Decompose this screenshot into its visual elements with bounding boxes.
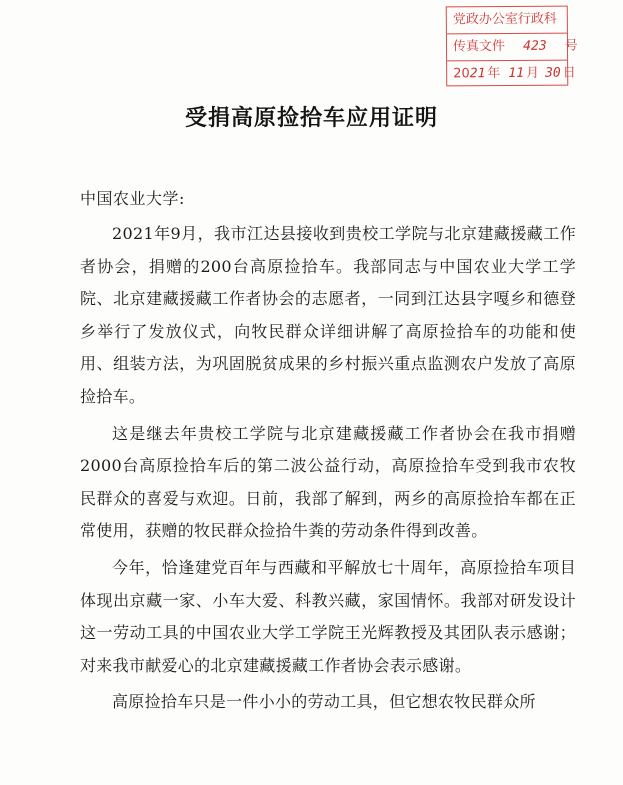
stamp-fax-label: 传真文件 [452, 39, 506, 55]
stamp-day-char: 日 [562, 65, 576, 81]
stamp-fax-number: 423 [523, 38, 547, 54]
stamp-office-row [447, 7, 567, 34]
stamp-day: 30 [545, 65, 561, 81]
paragraph-3: 今年，恰逢建党百年与西藏和平解放七十周年，高原捡拾车项目体现出京藏一家、小车大爱、科教兴藏，家国情怀。我部对研发设计这一劳动工具的中国农业大学工学院王光辉教授及其团队表示感谢；对来我市献爱心的北京建藏援藏工作者协会表示感谢。 [80, 557, 576, 675]
paragraph-2: 这是继去年贵校工学院与北京建藏援藏工作者协会在我市捐赠2000台高原捡拾车后的第二波公益行动，高原捡拾车受到我市农牧民群众的喜爱与欢迎。日前，我部了解到，两乡的高原捡拾车都在正常使用，获赠的牧民群众捡拾牛粪的劳动条件得到改善。 [80, 423, 576, 541]
stamp-month: 11 [508, 65, 525, 81]
stamp-office: 党政办公室行政科 [452, 11, 557, 28]
paragraph-4: 高原捡拾车只是一件小小的劳动工具，但它想农牧民群众所 [112, 692, 536, 712]
stamp-date-row [447, 60, 576, 88]
stamp-fax-suffix: 号 [564, 38, 578, 54]
paragraph-1: 2021年9月，我市江达县接收到贵校工学院与北京建藏援藏工作者协会，捐赠的200台高原捡拾车。我部同志与中国农业大学工学院、北京建藏援藏工作者协会的志愿者，一同到江达县字嘎乡和德登乡举行了发放仪式，向牧民群众详细讲解了高原捡拾车的功能和使用、组装方法，为巩固脱贫成果的乡村振兴重点监测农户发放了高原捡拾车。 [80, 224, 576, 406]
stamp-year: 21 [469, 66, 486, 82]
salutation: 中国农业大学: [80, 189, 185, 208]
document-title: 受捐高原捡拾车应用证明 [184, 105, 438, 131]
document-body [80, 218, 576, 719]
stamp-date-prefix: 20 [453, 66, 470, 82]
stamp-fax-row [447, 33, 578, 61]
stamp-month-char: 月 [526, 65, 540, 81]
received-stamp [446, 6, 578, 87]
stamp-year-char: 年 [487, 66, 501, 82]
